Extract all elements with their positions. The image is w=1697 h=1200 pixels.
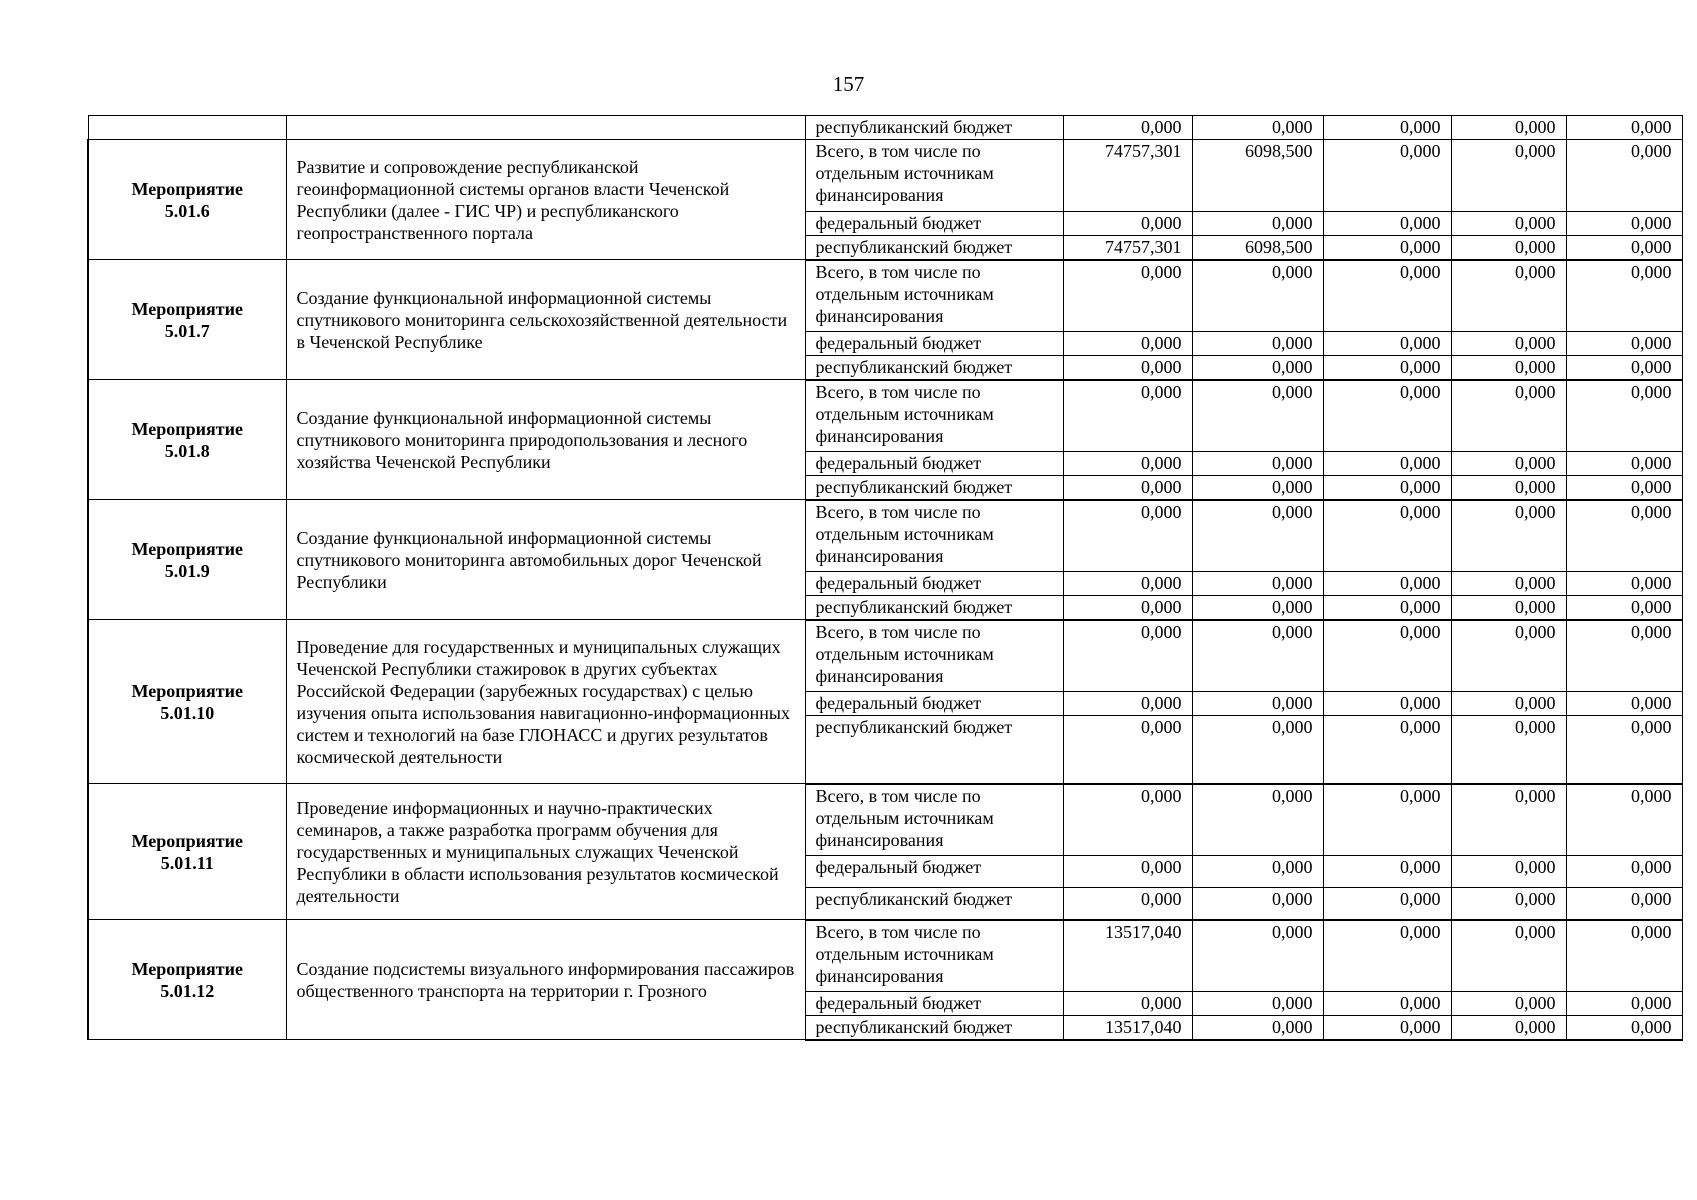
value-cell: 0,000 xyxy=(1323,784,1451,856)
funding-source-cell: федеральный бюджет xyxy=(805,212,1063,236)
value-cell: 0,000 xyxy=(1323,380,1451,452)
value-cell: 0,000 xyxy=(1323,140,1451,212)
value-cell: 0,000 xyxy=(1451,596,1566,620)
measure-name-cell: Проведение информационных и научно-практических семинаров, а также разработка программ обучения для государственных и муниципальных служащих Чеченской Республики в области использования результатов космической деятельности xyxy=(286,784,805,920)
measure-code-cell xyxy=(88,260,286,380)
value-cell: 0,000 xyxy=(1192,920,1323,992)
value-cell: 0,000 xyxy=(1063,888,1192,920)
measure-name-cell: Создание подсистемы визуального информирования пассажиров общественного транспорта на территории г. Грозного xyxy=(286,920,805,1040)
measure-code-cell xyxy=(88,620,286,784)
value-cell: 0,000 xyxy=(1451,500,1566,572)
value-cell: 0,000 xyxy=(1192,596,1323,620)
name-cell xyxy=(286,116,805,140)
funding-source-cell: республиканский бюджет xyxy=(805,236,1063,260)
value-cell: 0,000 xyxy=(1451,692,1566,716)
funding-source-cell: республиканский бюджет xyxy=(805,888,1063,920)
funding-source-cell: Всего, в том числе по отдельным источникам финансирования xyxy=(805,380,1063,452)
funding-source-cell: республиканский бюджет xyxy=(805,716,1063,784)
table-row xyxy=(88,380,1682,452)
value-cell: 0,000 xyxy=(1451,356,1566,380)
value-cell: 0,000 xyxy=(1063,332,1192,356)
value-cell: 0,000 xyxy=(1566,888,1682,920)
code-cell xyxy=(88,116,286,140)
table-row xyxy=(88,140,1682,212)
value-cell: 0,000 xyxy=(1063,596,1192,620)
measure-code-number: 5.01.7 xyxy=(164,320,210,341)
value-cell: 0,000 xyxy=(1063,260,1192,332)
measure-code-cell xyxy=(88,140,286,260)
funding-source-cell: федеральный бюджет xyxy=(805,992,1063,1016)
measure-code-number: 5.01.12 xyxy=(160,980,215,1001)
value-cell: 0,000 xyxy=(1323,236,1451,260)
measure-code-number: 5.01.11 xyxy=(160,852,214,873)
value-cell: 0,000 xyxy=(1192,500,1323,572)
measure-code-label: Мероприятие xyxy=(131,680,243,701)
value-cell: 0,000 xyxy=(1063,116,1192,140)
value-cell: 0,000 xyxy=(1451,572,1566,596)
value-cell: 0,000 xyxy=(1323,992,1451,1016)
value-cell: 0,000 xyxy=(1451,260,1566,332)
value-cell: 0,000 xyxy=(1192,1016,1323,1040)
value-cell: 0,000 xyxy=(1451,212,1566,236)
value-cell: 0,000 xyxy=(1323,476,1451,500)
value-cell: 0,000 xyxy=(1063,356,1192,380)
value-cell: 0,000 xyxy=(1451,888,1566,920)
value-cell: 0,000 xyxy=(1566,260,1682,332)
value-cell: 0,000 xyxy=(1323,116,1451,140)
value-cell: 0,000 xyxy=(1192,116,1323,140)
value-cell: 0,000 xyxy=(1192,476,1323,500)
value-cell: 0,000 xyxy=(1063,692,1192,716)
value-cell: 0,000 xyxy=(1451,620,1566,692)
table-row xyxy=(88,500,1682,572)
value-cell: 0,000 xyxy=(1063,784,1192,856)
value-cell: 0,000 xyxy=(1566,920,1682,992)
value-cell: 0,000 xyxy=(1566,856,1682,888)
value-cell: 0,000 xyxy=(1451,1016,1566,1040)
value-cell: 0,000 xyxy=(1451,452,1566,476)
value-cell: 0,000 xyxy=(1566,596,1682,620)
value-cell: 0,000 xyxy=(1566,500,1682,572)
value-cell: 0,000 xyxy=(1323,212,1451,236)
measure-name-cell: Создание функциональной информационной системы спутникового мониторинга сельскохозяйственной деятельности в Чеченской Республике xyxy=(286,260,805,380)
measure-code-label: Мероприятие xyxy=(131,538,243,559)
value-cell: 0,000 xyxy=(1323,1016,1451,1040)
value-cell: 6098,500 xyxy=(1192,140,1323,212)
measure-code-number: 5.01.6 xyxy=(164,200,210,221)
value-cell: 0,000 xyxy=(1192,888,1323,920)
measure-name-cell: Создание функциональной информационной системы спутникового мониторинга природопользования и лесного хозяйства Чеченской Республики xyxy=(286,380,805,500)
value-cell: 0,000 xyxy=(1451,920,1566,992)
value-cell: 0,000 xyxy=(1566,380,1682,452)
value-cell: 0,000 xyxy=(1063,380,1192,452)
measure-code-label: Мероприятие xyxy=(131,178,243,199)
value-cell: 0,000 xyxy=(1192,260,1323,332)
value-cell: 0,000 xyxy=(1192,692,1323,716)
value-cell: 13517,040 xyxy=(1063,1016,1192,1040)
measure-code-cell xyxy=(88,920,286,1040)
value-cell: 0,000 xyxy=(1063,212,1192,236)
value-cell: 0,000 xyxy=(1451,476,1566,500)
funding-source-cell: федеральный бюджет xyxy=(805,572,1063,596)
value-cell: 0,000 xyxy=(1451,784,1566,856)
funding-source-cell: республиканский бюджет xyxy=(805,476,1063,500)
measure-code-label: Мероприятие xyxy=(131,958,243,979)
funding-source-cell: республиканский бюджет xyxy=(805,356,1063,380)
funding-source-cell: Всего, в том числе по отдельным источникам финансирования xyxy=(805,260,1063,332)
funding-source-cell: Всего, в том числе по отдельным источникам финансирования xyxy=(805,500,1063,572)
value-cell: 0,000 xyxy=(1323,620,1451,692)
measure-name-cell: Проведение для государственных и муниципальных служащих Чеченской Республики стажировок в других субъектах Российской Федерации (зарубежных государствах) с целью изучения опыта использования навигационно-информационных систем и технологий на базе ГЛОНАСС и других результатов космической деятельности xyxy=(286,620,805,784)
page-number: 157 xyxy=(832,72,865,96)
value-cell: 0,000 xyxy=(1063,476,1192,500)
value-cell: 0,000 xyxy=(1323,692,1451,716)
measure-code-cell xyxy=(88,380,286,500)
value-cell: 0,000 xyxy=(1063,572,1192,596)
measure-code-cell xyxy=(88,500,286,620)
value-cell: 0,000 xyxy=(1063,620,1192,692)
value-cell: 0,000 xyxy=(1192,716,1323,784)
value-cell: 0,000 xyxy=(1323,332,1451,356)
continuation-row xyxy=(88,116,1682,140)
value-cell: 74757,301 xyxy=(1063,236,1192,260)
measure-code-number: 5.01.8 xyxy=(164,440,210,461)
value-cell: 0,000 xyxy=(1323,920,1451,992)
value-cell: 0,000 xyxy=(1566,212,1682,236)
value-cell: 0,000 xyxy=(1566,992,1682,1016)
value-cell: 0,000 xyxy=(1451,716,1566,784)
funding-source-cell: федеральный бюджет xyxy=(805,332,1063,356)
value-cell: 0,000 xyxy=(1566,140,1682,212)
budget-table xyxy=(87,115,1683,1041)
value-cell: 0,000 xyxy=(1192,212,1323,236)
value-cell: 0,000 xyxy=(1192,856,1323,888)
value-cell: 0,000 xyxy=(1323,260,1451,332)
funding-source-cell: Всего, в том числе по отдельным источникам финансирования xyxy=(805,620,1063,692)
value-cell: 0,000 xyxy=(1323,716,1451,784)
value-cell: 0,000 xyxy=(1323,500,1451,572)
table-row xyxy=(88,260,1682,332)
value-cell: 0,000 xyxy=(1451,116,1566,140)
value-cell: 0,000 xyxy=(1063,992,1192,1016)
table-row xyxy=(88,620,1682,692)
value-cell: 0,000 xyxy=(1063,500,1192,572)
value-cell: 6098,500 xyxy=(1192,236,1323,260)
value-cell: 0,000 xyxy=(1192,380,1323,452)
value-cell: 0,000 xyxy=(1323,452,1451,476)
measure-code-label: Мероприятие xyxy=(131,418,243,439)
value-cell: 0,000 xyxy=(1192,332,1323,356)
value-cell: 0,000 xyxy=(1323,356,1451,380)
measure-code-label: Мероприятие xyxy=(131,830,243,851)
funding-source-cell: Всего, в том числе по отдельным источникам финансирования xyxy=(805,920,1063,992)
table-row xyxy=(88,784,1682,856)
measure-code-number: 5.01.9 xyxy=(164,560,210,581)
value-cell: 0,000 xyxy=(1566,620,1682,692)
funding-source-cell: Всего, в том числе по отдельным источникам финансирования xyxy=(805,784,1063,856)
table-body xyxy=(88,116,1682,1040)
value-cell: 0,000 xyxy=(1063,452,1192,476)
measure-code-number: 5.01.10 xyxy=(160,702,215,723)
value-cell: 0,000 xyxy=(1566,332,1682,356)
value-cell: 0,000 xyxy=(1323,572,1451,596)
value-cell: 0,000 xyxy=(1566,1016,1682,1040)
value-cell: 0,000 xyxy=(1323,888,1451,920)
value-cell: 0,000 xyxy=(1566,476,1682,500)
source-cell: республиканский бюджет xyxy=(805,116,1063,140)
value-cell: 74757,301 xyxy=(1063,140,1192,212)
funding-source-cell: республиканский бюджет xyxy=(805,596,1063,620)
value-cell: 0,000 xyxy=(1192,572,1323,596)
value-cell: 0,000 xyxy=(1451,140,1566,212)
funding-source-cell: федеральный бюджет xyxy=(805,692,1063,716)
measure-name-cell: Развитие и сопровождение республиканской геоинформационной системы органов власти Чеченской Республики (далее - ГИС ЧР) и республиканского геопространственного портала xyxy=(286,140,805,260)
value-cell: 0,000 xyxy=(1192,784,1323,856)
value-cell: 13517,040 xyxy=(1063,920,1192,992)
value-cell: 0,000 xyxy=(1323,596,1451,620)
value-cell: 0,000 xyxy=(1323,856,1451,888)
funding-source-cell: федеральный бюджет xyxy=(805,452,1063,476)
value-cell: 0,000 xyxy=(1566,356,1682,380)
table-row xyxy=(88,920,1682,992)
value-cell: 0,000 xyxy=(1566,784,1682,856)
value-cell: 0,000 xyxy=(1566,572,1682,596)
value-cell: 0,000 xyxy=(1566,716,1682,784)
value-cell: 0,000 xyxy=(1192,620,1323,692)
measure-code-cell xyxy=(88,784,286,920)
value-cell: 0,000 xyxy=(1451,380,1566,452)
value-cell: 0,000 xyxy=(1451,332,1566,356)
funding-source-cell: Всего, в том числе по отдельным источникам финансирования xyxy=(805,140,1063,212)
value-cell: 0,000 xyxy=(1566,452,1682,476)
funding-source-cell: федеральный бюджет xyxy=(805,856,1063,888)
value-cell: 0,000 xyxy=(1192,452,1323,476)
value-cell: 0,000 xyxy=(1063,716,1192,784)
value-cell: 0,000 xyxy=(1451,236,1566,260)
value-cell: 0,000 xyxy=(1566,236,1682,260)
value-cell: 0,000 xyxy=(1566,116,1682,140)
value-cell: 0,000 xyxy=(1451,992,1566,1016)
funding-source-cell: республиканский бюджет xyxy=(805,1016,1063,1040)
measure-name-cell: Создание функциональной информационной системы спутникового мониторинга автомобильных дорог Чеченской Республики xyxy=(286,500,805,620)
value-cell: 0,000 xyxy=(1192,992,1323,1016)
measure-code-label: Мероприятие xyxy=(131,298,243,319)
value-cell: 0,000 xyxy=(1192,356,1323,380)
value-cell: 0,000 xyxy=(1566,692,1682,716)
value-cell: 0,000 xyxy=(1451,856,1566,888)
value-cell: 0,000 xyxy=(1063,856,1192,888)
